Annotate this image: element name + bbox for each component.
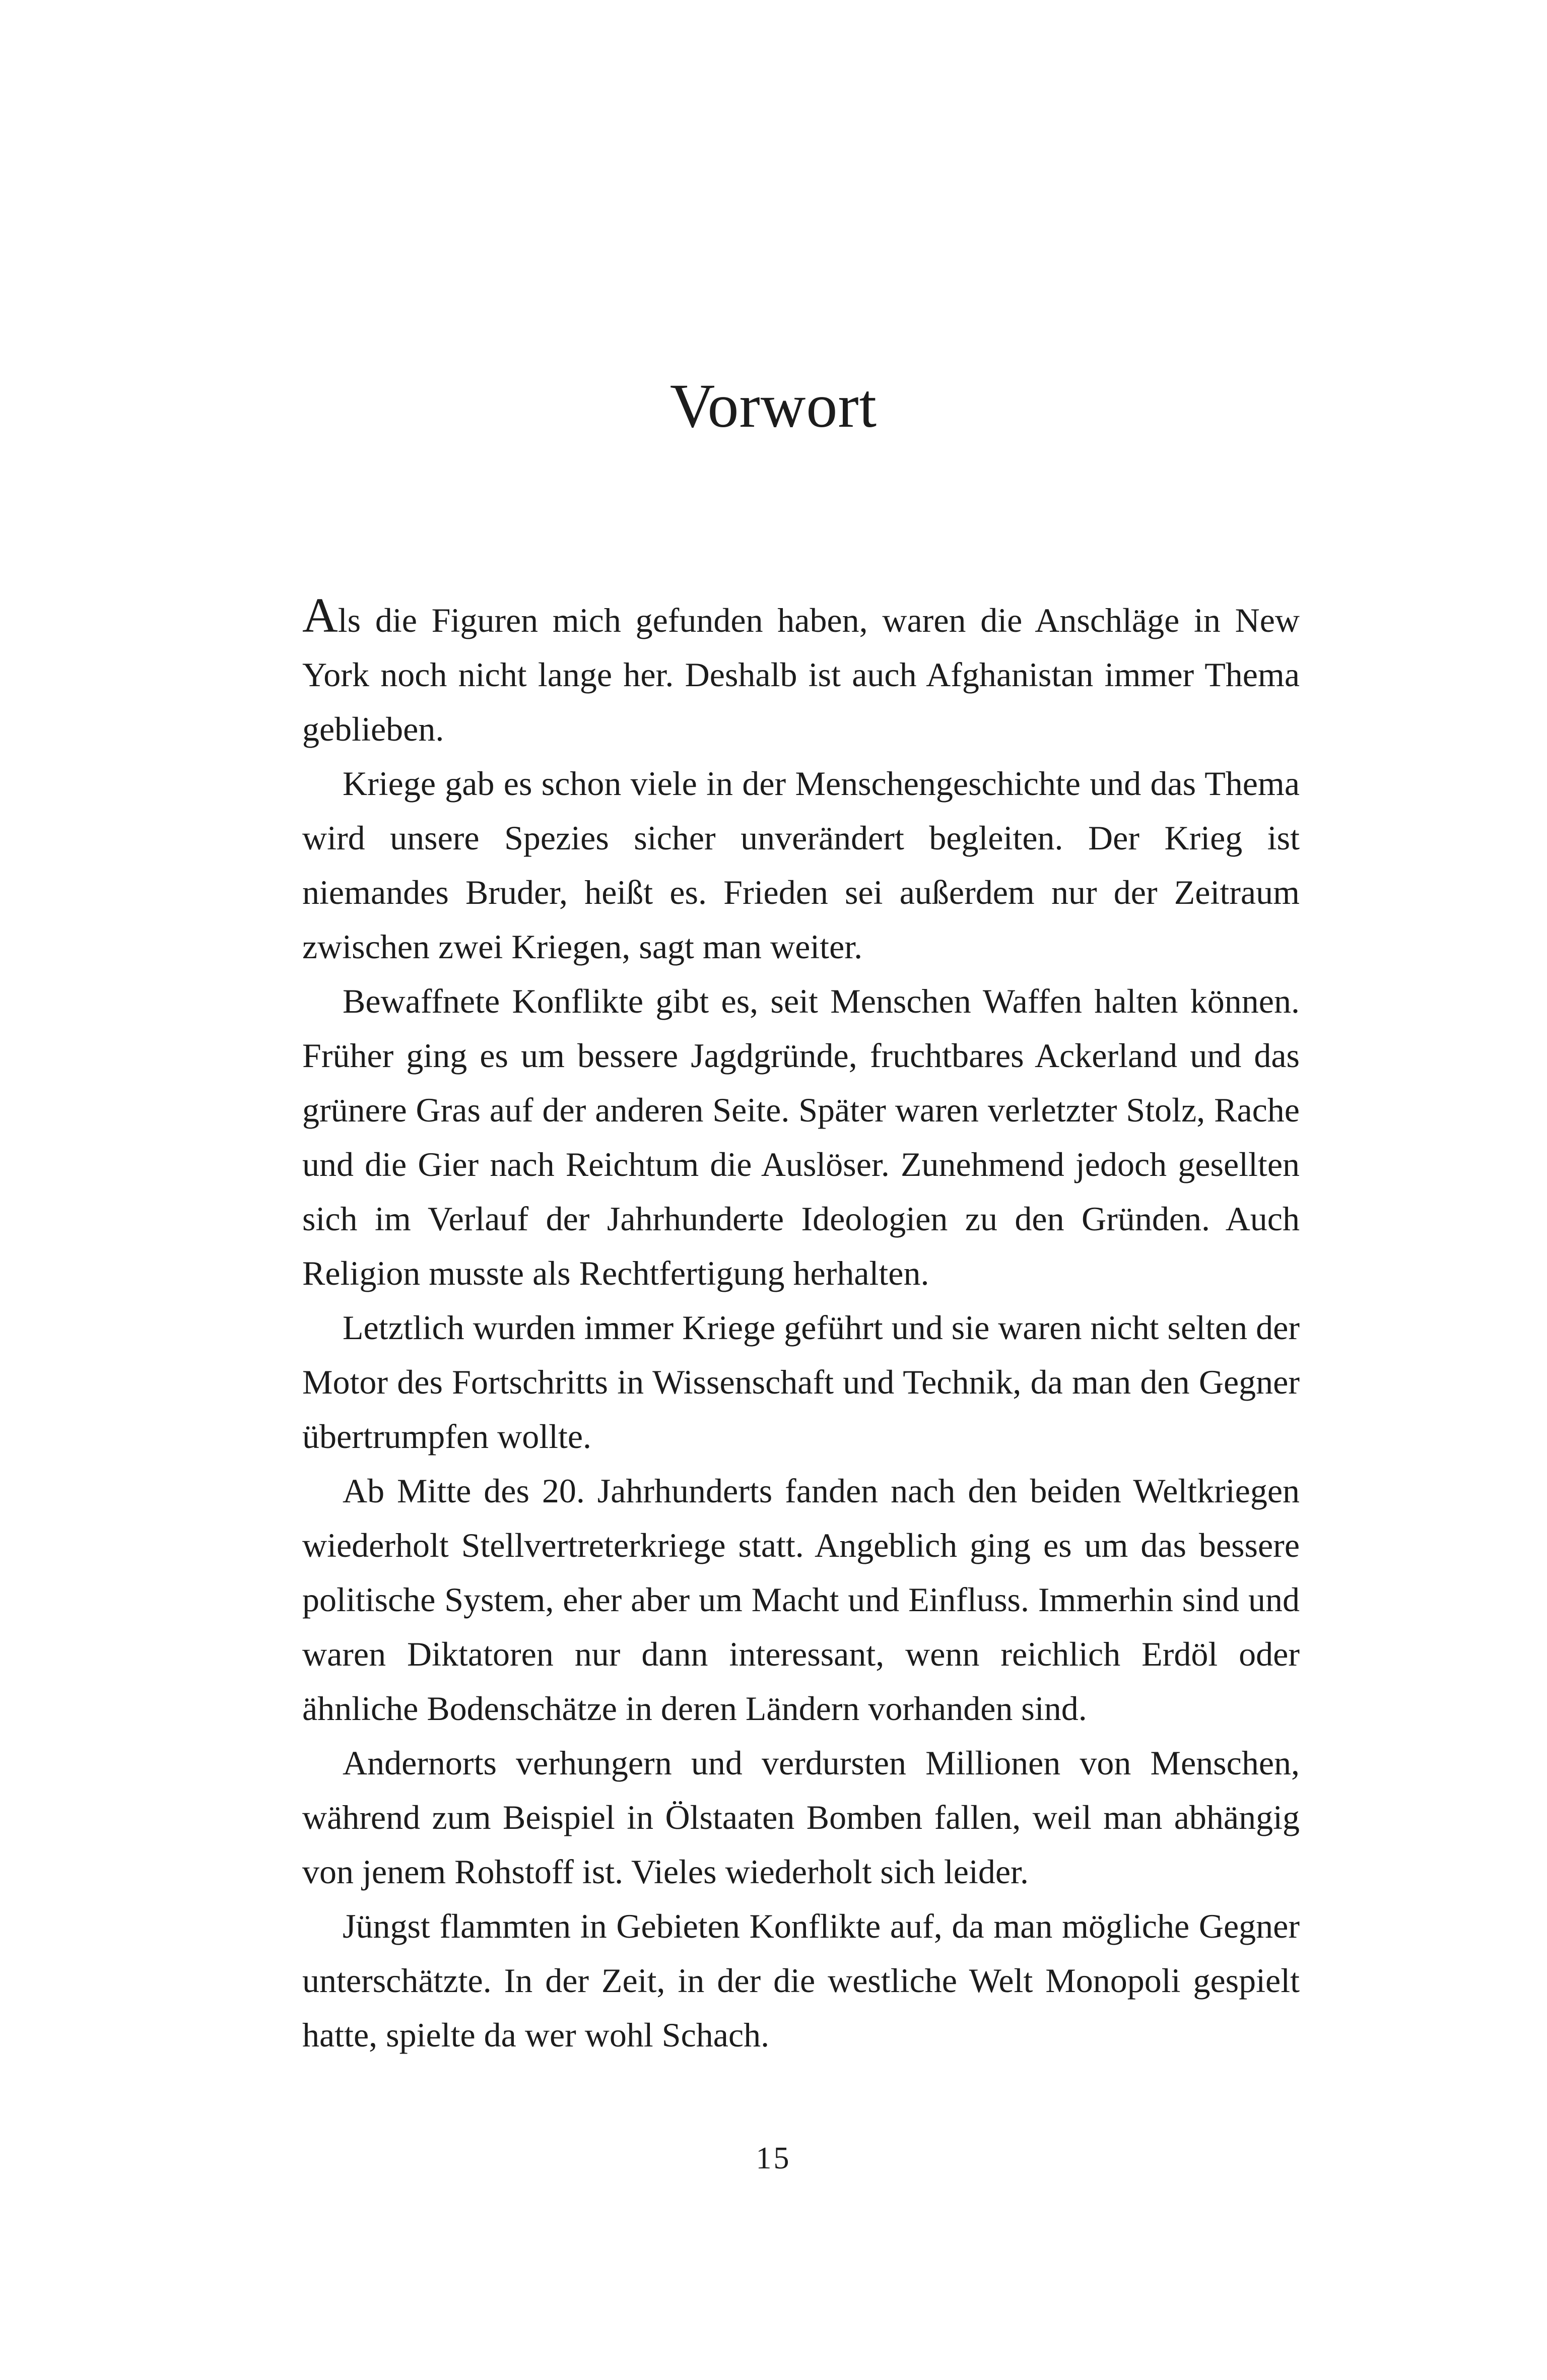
body-text: [302, 588, 1300, 2062]
paragraph: Ab Mitte des 20. Jahrhunderts fanden nach den beiden Weltkriegen wiederholt Stellvertreterkriege statt. Angeblich ging es um das bessere politische System, eher aber um Macht und Einfluss. Immerhin sind und waren Diktatoren nur dann interessant, wenn reichlich Erdöl oder ähnliche Bodenschätze in deren Ländern vorhanden sind.: [302, 1472, 1300, 1728]
paragraph: Als die Figuren mich gefunden haben, waren die Anschläge in New York noch nicht lange her. Deshalb ist auch Afghanistan immer Thema geblieben.: [302, 588, 1300, 748]
paragraph: Bewaffnete Konflikte gibt es, seit Menschen Waffen halten können. Früher ging es um bessere Jagdgründe, fruchtbares Ackerland und das grünere Gras auf der anderen Seite. Später waren verletzter Stolz, Rache und die Gier nach Reichtum die Auslöser. Zunehmend jedoch gesellten sich im Verlauf der Jahrhunderte Ideologien zu den Gründen. Auch Religion musste als Rechtfertigung herhalten.: [302, 982, 1300, 1292]
paragraph: Kriege gab es schon viele in der Menschengeschichte und das Thema wird unsere Spezies sicher unverändert begleiten. Der Krieg ist niemandes Bruder, heißt es. Frieden sei außerdem nur der Zeitraum zwischen zwei Kriegen, sagt man weiter.: [302, 764, 1300, 966]
chapter-title: Vorwort: [669, 371, 878, 440]
paragraph: Jüngst flammten in Gebieten Konflikte auf, da man mögliche Gegner unterschätzte. In der Zeit, in der die westliche Welt Monopoli gespielt hatte, spielte da wer wohl Schach.: [302, 1907, 1300, 2054]
paragraph: Andernorts verhungern und verdursten Millionen von Menschen, während zum Beispiel in Ölstaaten Bomben fallen, weil man abhängig von jenem Rohstoff ist. Vieles wiederholt sich leider.: [302, 1744, 1300, 1891]
page-number: 15: [756, 2141, 791, 2175]
paragraph: Letztlich wurden immer Kriege geführt und sie waren nicht selten der Motor des Fortschritts in Wissenschaft und Technik, da man den Gegner übertrumpfen wollte.: [302, 1308, 1300, 1456]
